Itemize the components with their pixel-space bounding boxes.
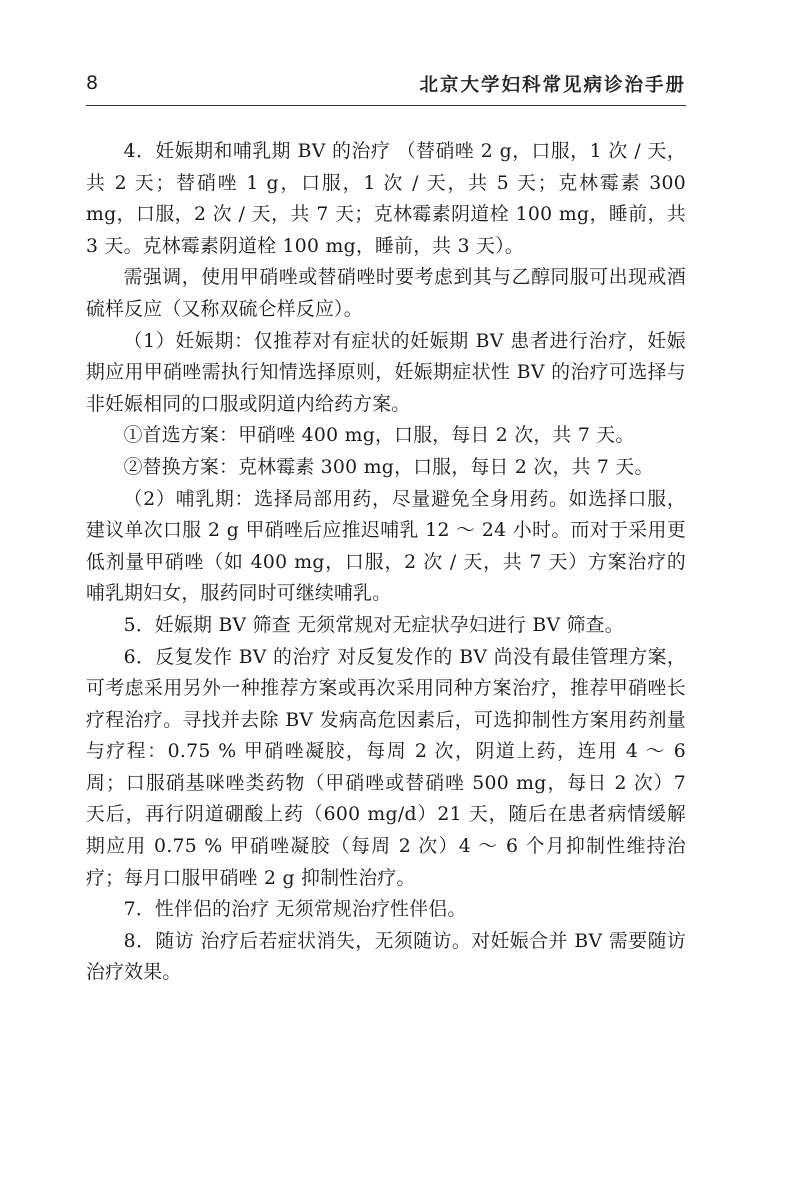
paragraph-follow-up: 8．随访 治疗后若症状消失，无须随访。对妊娠合并 BV 需要随访治疗效果。 (86, 930, 686, 984)
running-title: 北京大学妇科常见病诊治手册 (419, 75, 686, 96)
paragraph-preferred-regimen: ①首选方案：甲硝唑 400 mg，口服，每日 2 次，共 7 天。 (123, 425, 635, 447)
page-number: 8 (86, 72, 99, 94)
paragraph-pregnancy: （1）妊娠期：仅推荐对有症状的妊娠期 BV 患者进行治疗，妊娠期应用甲硝唑需执行知情选择原则，妊娠期症状性 BV 的治疗可选择与非妊娠相同的口服或阴道内给药方案。 (86, 330, 686, 415)
paragraph-alternative-regimen: ②替换方案：克林霉素 300 mg，口服，每日 2 次，共 7 天。 (123, 456, 654, 478)
paragraph-recurrent-bv: 6．反复发作 BV 的治疗 对反复发作的 BV 尚没有最佳管理方案，可考虑采用另外一种推荐方案或再次采用同种方案治疗，推荐甲硝唑长疗程治疗。寻找并去除 BV 发病高危因素后，可选抑制性方案用药剂量与疗程：0.75 % 甲硝唑凝胶，每周 2 次，阴道上药，连用 4 ～ 6 周；口服硝基咪唑类药物（甲硝唑或替硝唑 500 mg，每日 2 次）7 天后，再行阴道硼酸上药（600 mg/d）21 天，随后在患者病情缓解期应用 0.75 % 甲硝唑凝胶（每周 2 次）4 ～ 6 个月抑制性维持治疗；每月口服甲硝唑 2 g 抑制性治疗。 (86, 646, 686, 889)
page-header (86, 66, 686, 106)
paragraph-sexual-partner: 7．性伴侣的治疗 无须常规治疗性伴侣。 (123, 899, 467, 921)
paragraph-bv-pregnancy-lactation-treatment: 4．妊娠期和哺乳期 BV 的治疗 （替硝唑 2 g，口服，1 次 / 天，共 2 天；替硝唑 1 g，口服，1 次 / 天，共 5 天；克林霉素 300 mg，口服，2 次 / 天，共 7 天；克林霉素阴道栓 100 mg，睡前，共 3 天。克林霉素阴道栓 100 mg，睡前，共 3 天）。 (86, 141, 686, 257)
paragraph-lactation: （2）哺乳期：选择局部用药，尽量避免全身用药。如选择口服，建议单次口服 2 g 甲硝唑后应推迟哺乳 12 ～ 24 小时。而对于采用更低剂量甲硝唑（如 400 mg，口服，2 次 / 天，共 7 天）方案治疗的哺乳期妇女，服药同时可继续哺乳。 (86, 488, 686, 605)
paragraph-bv-screening: 5．妊娠期 BV 筛查 无须常规对无症状孕妇进行 BV 筛查。 (123, 614, 624, 636)
page-body (86, 136, 686, 989)
paragraph-alcohol-warning: 需强调，使用甲硝唑或替硝唑时要考虑到其与乙醇同服可出现戒酒硫样反应（又称双硫仑样反应）。 (86, 267, 686, 320)
header-rule (86, 105, 686, 106)
